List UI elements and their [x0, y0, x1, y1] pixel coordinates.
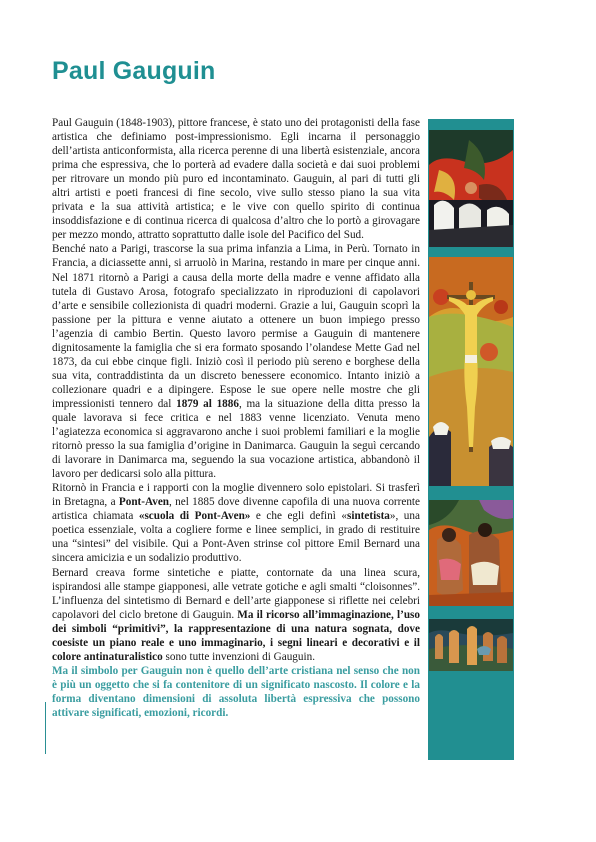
painting-tahitian-image [429, 500, 513, 606]
article-body [52, 116, 420, 720]
quote-rule [45, 702, 46, 754]
painting-vision-image [429, 130, 513, 247]
painting-tahitian-women [429, 500, 513, 606]
painting-vision-after-sermon [429, 130, 513, 247]
text-run: », una poetica essenziale, volta a cogliere forme e linee semplici, in grado di restituire una “sintesi” del visibile. Qui a Pont-Aven strinse col pittore Emil Bernard una sincera amicizia e un sodalizio produttivo. [52, 510, 420, 565]
paragraph-biography [52, 242, 420, 481]
bold-pont-aven: Pont-Aven [118, 496, 170, 509]
page-title: Paul Gauguin [52, 57, 216, 85]
text-run: Benché nato a Parigi, trascorse la sua prima infanzia a Lima, in Perù. Tornato in Francia, a diciassette anni, si arruolò in Marina, restando in mare per cinque anni. Nel 1871 ritornò a Parigi a causa della morte della madre e venne affidato alla tutela di Gustavo Arosa, fotografo specializzato in riproduzioni di capolavori d’arte e sensibile collezionista di quadri moderni. Grazie a lui, Gauguin scoprì la passione per la pittura e venne aiutato a ottenere un buon impiego presso l’agenzia di cambio Bertin. Questo lavoro permise a Gauguin di mantenere dignitosamente la famiglia che si era formato sposando l’olandese Mette Gad nel 1873, da cui ebbe cinque figli. Iniziò così il periodo più sereno e borghese della sua vita, contraddistinta da un discreto benessere economico. Intanto iniziò a collezionare quadri e a dipingere. Espose le sue opere nelle mostre che gli impressionisti tennero dal [52, 243, 420, 410]
painting-yellow-christ [429, 257, 513, 486]
text-run: Bernard creava forme sintetiche e piatte, contornate da una linea scura, ispirandosi alle stampe giapponesi, alle vetrate gotiche e agli smalti “cloisonnes”. L’influenza del sintetismo di Bernard e dell’arte giapponese si riflette nei celebri capolavori del ciclo bretone di Gauguin. [52, 566, 420, 621]
painting-where-image [429, 619, 513, 671]
paragraph-intro: Paul Gauguin (1848-1903), pittore francese, è stato uno dei protagonisti della fase artistica che definiamo post-impressionismo. Egli incarna il personaggio dell’artista anticonformista, alla ricerca perenne di una libertà esistenziale, ancora prima che espressiva, che lo porterà ad evadere dalla società e dai suoi problemi per ritrovare un mondo più puro ed incontaminato. Gauguin, al pari di tutti gli altri artisti e poeti francesi di fine secolo, vive sullo stesso piano la sua vita privata e la sua attività artistica; e le vive con quello spirito di continua insoddisfazione e di continua ricerca di qualcosa d’altro che lo portò a girovagare per mezzo mondo, attratto soprattutto dalle isole del Pacifico del Sud. [52, 117, 420, 242]
bold-sintetista: sintetista [347, 510, 390, 523]
painting-yellow-christ-image [429, 257, 513, 486]
highlight-quote: Ma il simbolo per Gauguin non è quello dell’arte cristiana nel senso che non è più un oggetto che si fa contenitore di un significato nascosto. Il colore e la forma diventano dimensioni di assoluta libertà espressiva che possono attivare significati, emozioni, ricordi. [52, 664, 420, 719]
bold-dates: 1879 al 1886 [176, 397, 239, 410]
bold-innovations: Ma il ricorso all’immaginazione, l’uso dei simboli “primitivi”, la rappresentazione di una natura sognata, dove coesiste un piano reale e uno immaginario, i segni lineari e decorativi e il colore antinaturalistico [52, 608, 420, 663]
text-run: , ma la situazione della ditta presso la quale lavorava si fece critica e nel 1883 venne licenziato. Venuta meno l’agiatezza economica si aggravarono anche i suoi problemi familiari e la moglie ritornò presso la sua famiglia d’origine in Danimarca. Gauguin la seguì cercando di lavorare in Danimarca ma, seguendo la sua vocazione artistica, abbandonò il lavoro per dedicarsi solo alla pittura. [52, 397, 421, 481]
text-run: e che egli definì « [250, 510, 347, 523]
paragraph-pont-aven [52, 481, 420, 565]
text-run: sono tutte invenzioni di Gauguin. [162, 650, 315, 663]
bold-scuola: «scuola di Pont-Aven» [138, 510, 251, 523]
text-run: , nel 1885 dove divenne capofila di una nuova corrente artistica chiamata [52, 496, 420, 523]
text-run: Ritornò in Francia e i rapporti con la moglie divennero solo epistolari. Si trasferì in Bretagna, a [52, 482, 420, 509]
paragraph-bernard [52, 566, 420, 664]
painting-where-do-we-come-from [429, 619, 513, 671]
